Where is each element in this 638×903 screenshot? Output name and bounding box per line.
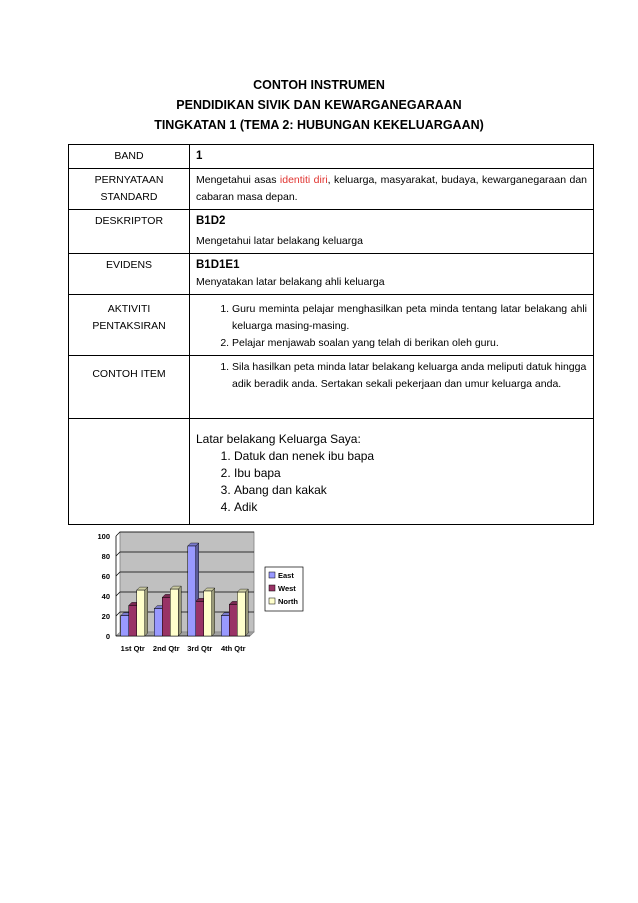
table-row [69, 210, 594, 254]
bar-west [229, 604, 237, 636]
aktiviti-list [196, 301, 587, 352]
bar-west [196, 601, 204, 636]
aktiviti-value [190, 295, 594, 356]
instrument-table [68, 144, 594, 525]
contoh-list [196, 359, 587, 393]
pernyataan-label [69, 169, 190, 210]
pernyataan-label-line2: STANDARD [100, 191, 158, 203]
level-title: TINGKATAN 1 (TEMA 2: HUBUNGAN KEKELUARGAAN) [154, 118, 484, 132]
table-row [69, 419, 594, 525]
legend-swatch [269, 598, 275, 604]
bar-west [162, 597, 170, 636]
legend-label: East [278, 571, 294, 580]
y-tick-label: 20 [101, 612, 110, 621]
y-tick-label: 0 [105, 632, 110, 641]
family-title: Latar belakang Keluarga Saya: [196, 432, 361, 446]
bar-east [188, 546, 196, 636]
deskriptor-text: Mengetahui latar belakang keluarga [196, 235, 363, 247]
bar-west [129, 605, 137, 636]
x-tick-label: 4th Qtr [220, 644, 246, 653]
evidens-code: B1D1E1 [196, 259, 240, 271]
list-item: 4. Adik [234, 499, 587, 516]
contoh-label: CONTOH ITEM [69, 356, 190, 419]
legend-label: North [278, 597, 298, 606]
evidens-text: Menyatakan latar belakang ahli keluarga [196, 276, 385, 288]
pernyataan-label-line1: PERNYATAAN [94, 174, 164, 186]
bar-side [212, 588, 215, 636]
contoh-value [190, 356, 594, 419]
x-tick-label: 3rd Qtr [187, 644, 213, 653]
pernyataan-text-pre: Mengetahui asas [196, 174, 280, 186]
list-item: 1. Sila hasilkan peta minda latar belakang keluarga anda meliputi datuk hingga adik beradik anda. Sertakan sekali pekerjaan dan umur keluarga anda. [232, 359, 587, 393]
list-item: 1. Guru meminta pelajar menghasilkan peta minda tentang latar belakang ahli keluarga masing-masing. [232, 301, 587, 335]
aktiviti-label-line1: AKTIVITI [107, 303, 151, 315]
doc-title: CONTOH INSTRUMEN [253, 78, 385, 92]
list-item: 1. Datuk dan nenek ibu bapa [234, 448, 587, 465]
table-row [69, 169, 594, 210]
bar-east [154, 609, 162, 636]
aktiviti-label-line2: PENTAKSIRAN [92, 320, 166, 332]
deskriptor-value [190, 210, 594, 254]
bar-side [178, 586, 181, 636]
legend-swatch [269, 585, 275, 591]
legend-label: West [278, 584, 296, 593]
deskriptor-label: DESKRIPTOR [69, 210, 190, 254]
pernyataan-text-post: , keluarga, masyarakat, budaya, kewarganegaraan dan cabaran masa depan. [196, 174, 587, 203]
evidens-value [190, 254, 594, 295]
band-value: 1 [190, 145, 594, 169]
list-item: 2. Pelajar menjawab soalan yang telah di berikan oleh guru. [232, 335, 587, 352]
pernyataan-value [190, 169, 594, 210]
family-list [196, 448, 587, 516]
aktiviti-label [69, 295, 190, 356]
table-row [69, 295, 594, 356]
bar-side [245, 589, 248, 636]
table-row [69, 254, 594, 295]
bar-north [204, 591, 212, 636]
y-tick-label: 40 [101, 592, 110, 601]
table-row [69, 356, 594, 419]
highlighted-term: identiti diri [279, 174, 328, 186]
legend-swatch [269, 572, 275, 578]
y-tick-label: 80 [101, 552, 110, 561]
deskriptor-code: B1D2 [196, 215, 226, 227]
bar-north [170, 589, 178, 636]
bar-side [145, 587, 148, 636]
bar-north [237, 592, 245, 636]
family-box [190, 419, 594, 525]
evidens-label: EVIDENS [69, 254, 190, 295]
band-label: BAND [69, 145, 190, 169]
bar-east [121, 616, 129, 636]
table-row [69, 145, 594, 169]
empty-cell [69, 419, 190, 525]
x-tick-label: 2nd Qtr [152, 644, 180, 653]
list-item: 2. Ibu bapa [234, 465, 587, 482]
bar-east [221, 616, 229, 636]
bar-chart [80, 527, 340, 657]
y-tick-label: 60 [101, 572, 110, 581]
y-tick-label: 100 [97, 532, 110, 541]
x-tick-label: 1st Qtr [120, 644, 145, 653]
subject-title: PENDIDIKAN SIVIK DAN KEWARGANEGARAAN [176, 98, 462, 112]
list-item: 3. Abang dan kakak [234, 482, 587, 499]
bar-north [137, 590, 145, 636]
